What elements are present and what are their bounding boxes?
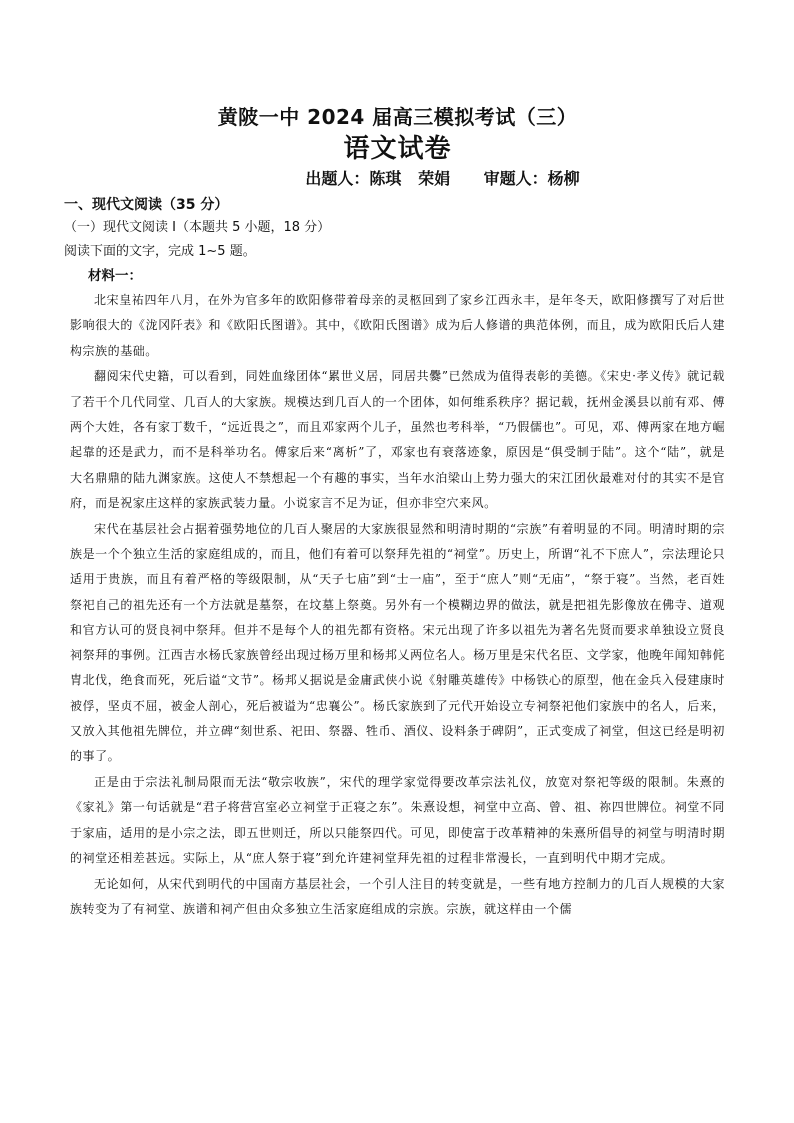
paragraph-2: 翻阅宋代史籍，可以看到，同姓血缘团体“累世义居，同居共爨”已然成为值得表彰的美德。《宋史·孝义传》就记载了若干个几代同堂、几百人的大家族。规模达到几百人的一个团体，如何维系秩序？据记载，抚州金溪县以前有邓、傅两个大姓，各有家丁数千，“远近畏之”，而且邓家两个儿子，虽然也考科举，“乃假儒也”。可见，邓、傅两家在地方崛起靠的还是武力，而不是科举功名。傅家后来“离析”了，邓家也有衰落迹象，原因是“俱受制于陆”。这个“陆”，就是大名鼎鼎的陆九渊家族。这使人不禁想起一个有趣的事实，当年水泊梁山上势力强大的宋江团伙最难对付的其实不是官府，而是祝家庄这样的家族武装力量。小说家言不足为证，但亦非空穴来风。 xyxy=(70,369,725,510)
paragraph-4: 正是由于宗法礼制局限而无法“敬宗收族”，宋代的理学家觉得要改革宗法礼仪，放宽对祭祀等级的限制。朱熹的《家礼》第一句话就是“君子将营宫室必立祠堂于正寝之东”。朱熹设想，祠堂中立高、曾、祖、祢四世牌位。祠堂不同于家庙，适用的是小宗之法，即五世则迁，所以只能祭四代。可见，即使富于改革精神的朱熹所倡导的祠堂与明清时期的祠堂还相差甚远。实际上，从“庶人祭于寝”到允许建祠堂拜先祖的过程非常漫长，一直到明代中期才完成。 xyxy=(70,775,725,866)
subject-title: 语文试卷 xyxy=(343,134,452,164)
material-label: 材料一： xyxy=(88,268,142,284)
reviewer-label: 审题人：杨柳 xyxy=(483,169,580,188)
authors-line xyxy=(70,168,725,190)
paragraph-5: 无论如何，从宋代到明代的中国南方基层社会，一个引人注目的转变就是，一些有地方控制力的几百人规模的大家族转变为了有祠堂、族谱和祠产但由众多独立生活家庭组成的宗族。宗族，就这样由一个儒 xyxy=(70,876,725,917)
exam-title: 黄陂一中 2024 届高三模拟考试（三） xyxy=(217,105,578,129)
setter-label: 出题人：陈琪 xyxy=(305,169,402,188)
section-heading: 一、现代文阅读（35 分） xyxy=(64,197,229,213)
paragraph-3: 宋代在基层社会占据着强势地位的几百人聚居的大家族很显然和明清时期的“宗族”有着明显的不同。明清时期的宗族是一个个独立生活的家庭组成的，而且，他们有着可以祭拜先祖的“祠堂”。历史上，所谓“礼不下庶人”，宗法理论只适用于贵族，而且有着严格的等级限制，从“天子七庙”到“士一庙”，至于“庶人”则“无庙”，“祭于寝”。当然，老百姓祭祀自己的祖先还有一个方法就是墓祭，在坟墓上祭奠。另外有一个模糊边界的做法，就是把祖先影像放在佛寺、道观和官方认可的贤良祠中祭拜。但并不是每个人的祖先都有资格。宋元出现了许多以祖先为著名先贤而要求单独设立贤良祠祭拜的事例。江西吉水杨氏家族曾经出现过杨万里和杨邦乂两位名人。杨万里是宋代名臣、文学家，他晚年闻知韩侂胄北伐，绝食而死，死后谥“文节”。杨邦乂据说是金庸武侠小说《射雕英雄传》中杨铁心的原型，他在金兵入侵建康时被俘，坚贞不屈，被金人剖心，死后被谥为“忠襄公”。杨氏家族到了元代开始设立专祠祭祀他们家族中的名人，后来，又放入其他祖先牌位，并立碑“刻世系、祀田、祭器、牲币、酒仪、设料条于碑阴”，正式变成了祠堂，但这已经是明初的事了。 xyxy=(70,521,725,764)
section-subheading: （一）现代文阅读 I（本题共 5 小题，18 分） xyxy=(64,220,331,235)
paragraph-1: 北宋皇祐四年八月，在外为官多年的欧阳修带着母亲的灵柩回到了家乡江西永丰，是年冬天，欧阳修撰写了对后世影响很大的《泷冈阡表》和《欧阳氏图谱》。其中，《欧阳氏图谱》成为后人修谱的典范体例，而且，成为欧阳氏后人建构宗族的基础。 xyxy=(70,293,725,358)
setter-second: 荣娟 xyxy=(418,169,451,188)
reading-instruction: 阅读下面的文字，完成 1~5 题。 xyxy=(64,244,256,259)
exam-page xyxy=(64,104,725,922)
